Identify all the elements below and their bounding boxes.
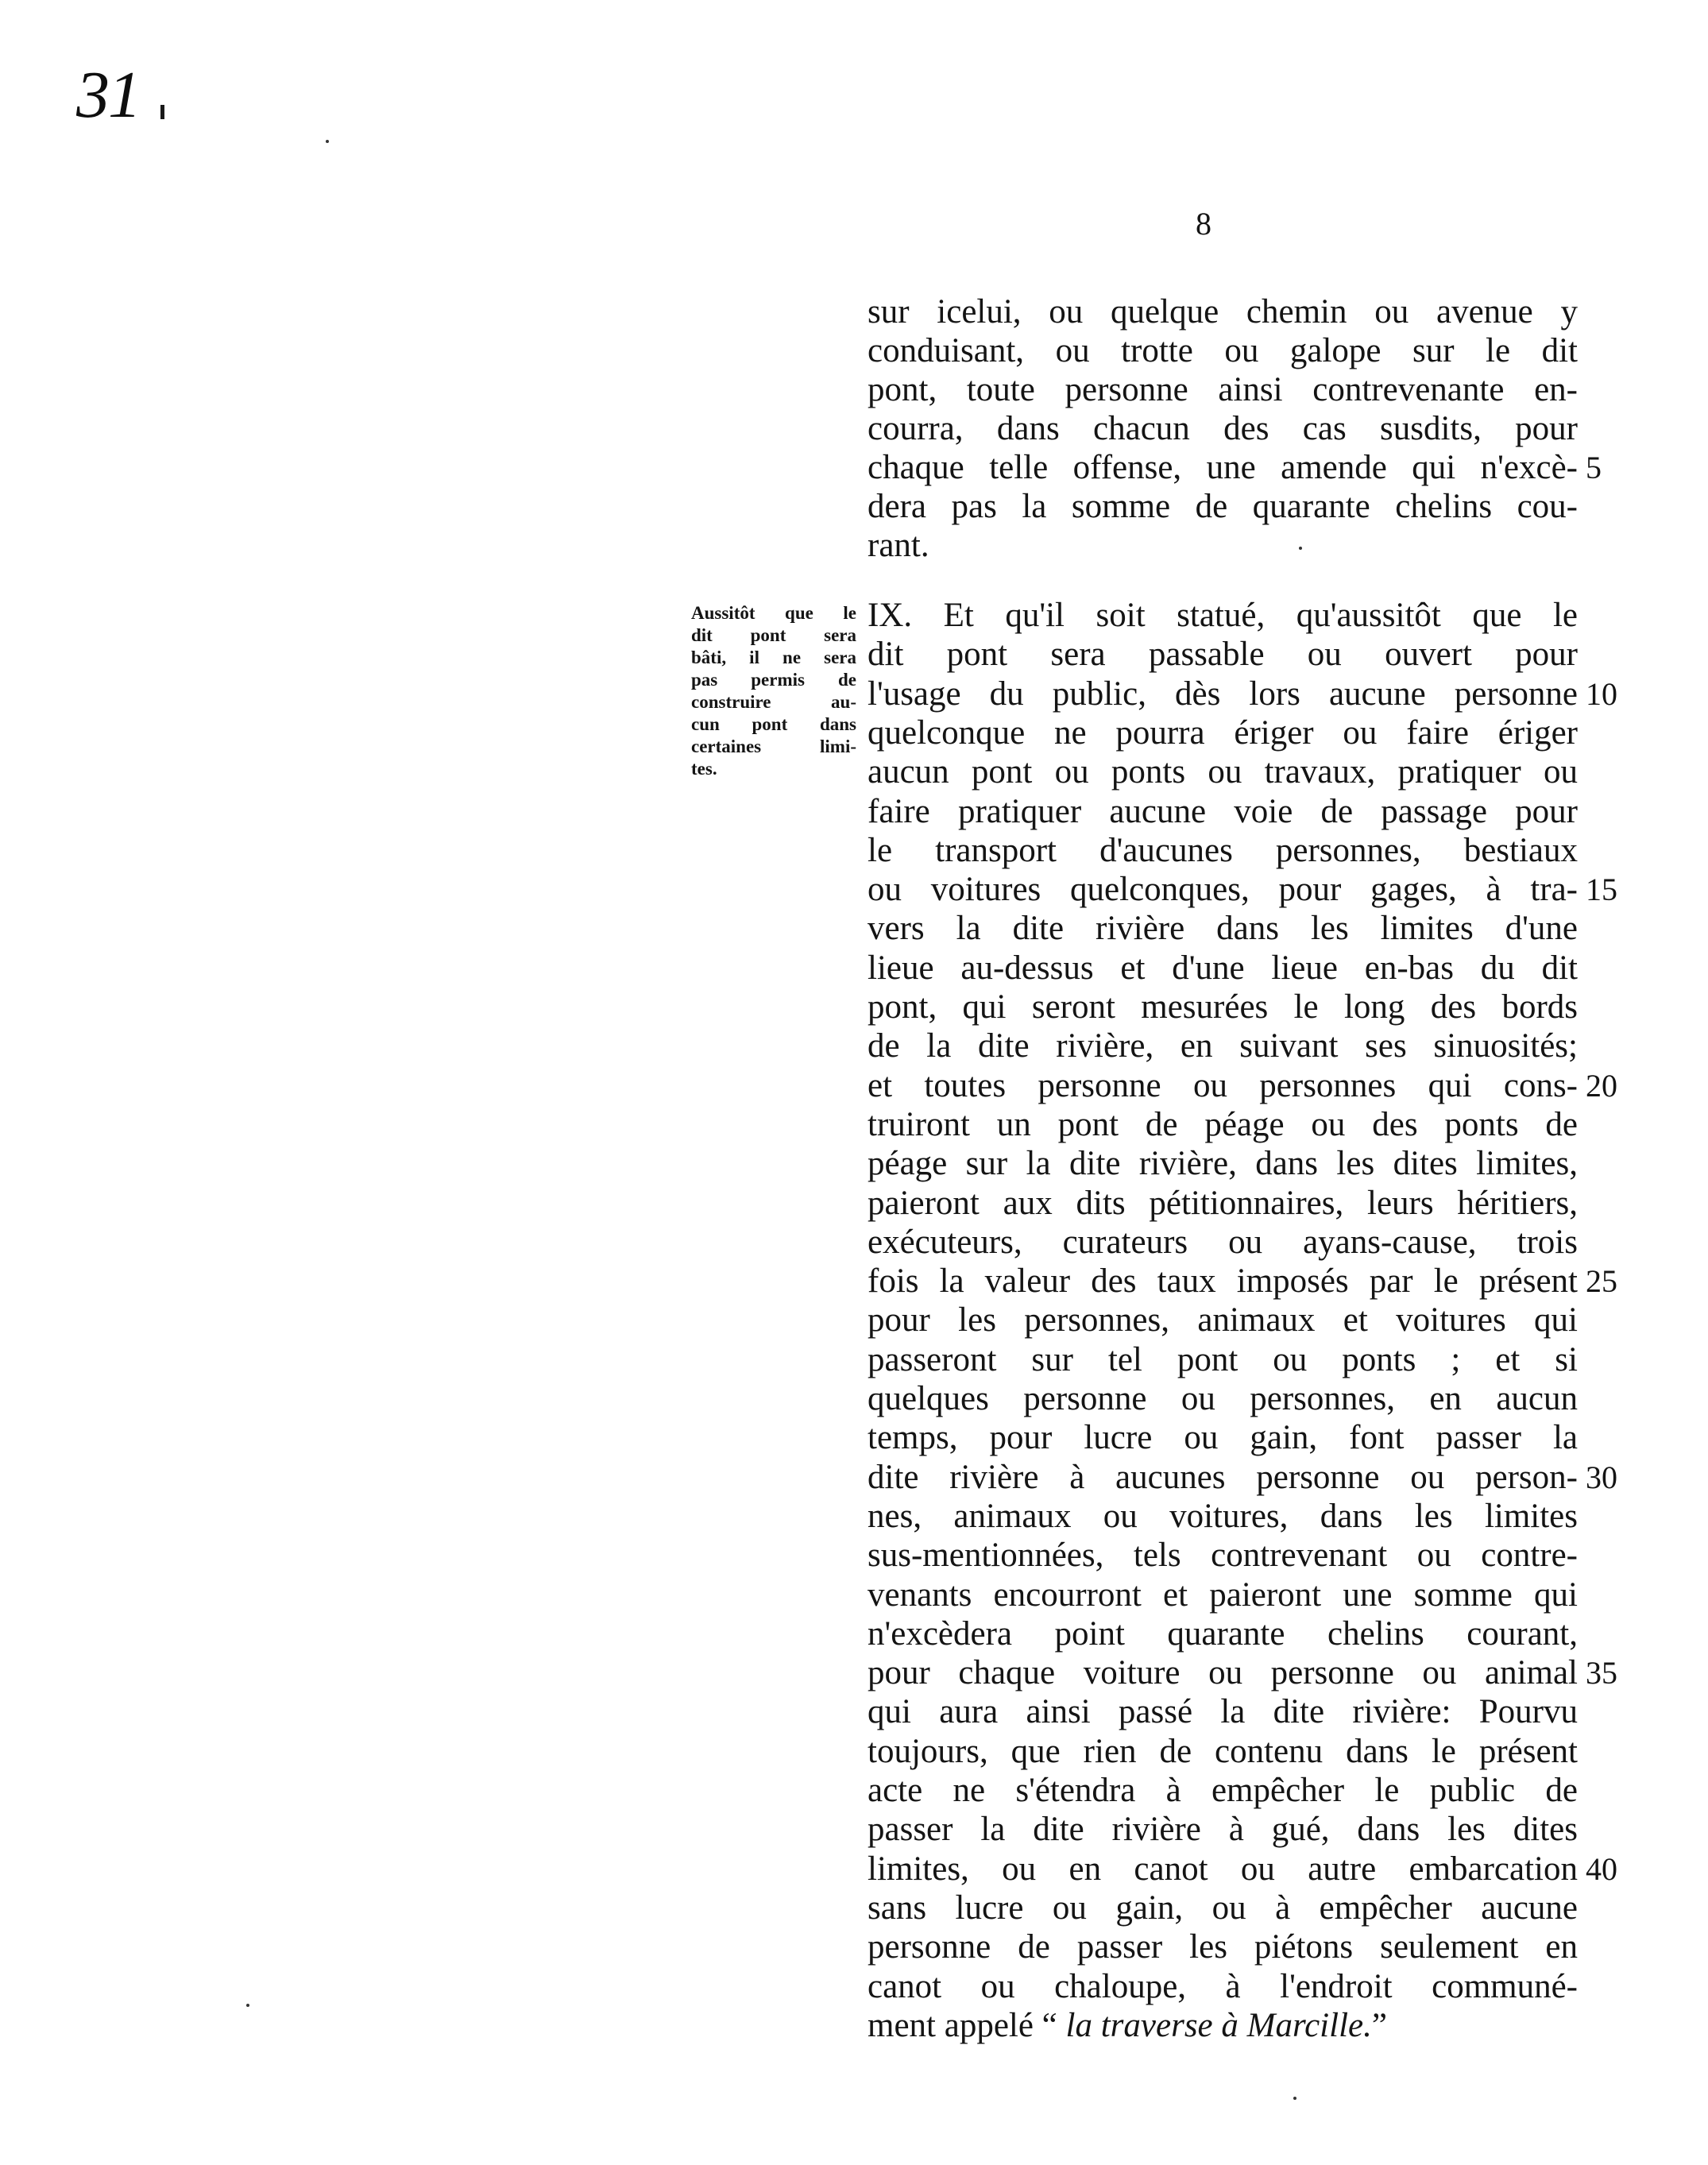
text-line: passeront sur tel pont ou ponts ; et si (868, 1340, 1578, 1378)
text-line: dite rivière à aucunes personne ou person- (868, 1458, 1578, 1496)
line-number: 5 (1586, 450, 1602, 485)
scan-speck (326, 140, 329, 143)
text-line: venants encourront et paieront une somme qui (868, 1575, 1578, 1614)
text-line: canot ou chaloupe, à l'endroit communé- (868, 1967, 1578, 2005)
folio-mark (160, 105, 164, 119)
scan-speck (1293, 2097, 1296, 2100)
closing-quote: ” (1371, 2006, 1387, 2044)
text-line: sur icelui, ou quelque chemin ou avenue y (868, 293, 1578, 331)
margin-note-line: certaines limi- (691, 736, 856, 756)
margin-note-line: cun pont dans (691, 714, 856, 734)
text-line: passer la dite rivière à gué, dans les dites (868, 1811, 1578, 1849)
text-line: temps, pour lucre ou gain, font passer la (868, 1419, 1578, 1457)
text-line: de la dite rivière, en suivant ses sinuosités; (868, 1027, 1578, 1065)
text-line: dit pont sera passable ou ouvert pour (868, 636, 1578, 674)
text-line: limites, ou en canot ou autre embarcation (868, 1850, 1578, 1888)
line-number: 30 (1586, 1459, 1617, 1495)
line-number: 35 (1586, 1655, 1617, 1691)
text-line: qui aura ainsi passé la dite rivière: Pourvu (868, 1693, 1578, 1731)
text-line: personne de passer les piétons seulement en (868, 1928, 1578, 1966)
text-line: l'usage du public, dès lors aucune personne (868, 675, 1578, 713)
text-line: péage sur la dite rivière, dans les dites limites, (868, 1145, 1578, 1183)
text-line: dera pas la somme de quarante chelins cou- (868, 488, 1578, 525)
text-line: quelques personne ou personnes, en aucun (868, 1380, 1578, 1417)
text-line: n'excèdera point quarante chelins courant, (868, 1614, 1578, 1653)
text-line: exécuteurs, curateurs ou ayans-cause, trois (868, 1223, 1578, 1261)
text-line: pour chaque voiture ou personne ou animal (868, 1654, 1578, 1692)
line-number: 40 (1586, 1850, 1617, 1887)
text-line: toujours, que rien de contenu dans le présent (868, 1732, 1578, 1770)
place-name: la traverse à Marcille. (1065, 2006, 1372, 2044)
text-line: nes, animaux ou voitures, dans les limites (868, 1497, 1578, 1535)
page-number: 8 (1196, 206, 1211, 242)
scan-speck (246, 2004, 249, 2007)
line-number: 10 (1586, 675, 1617, 712)
text-line: pour les personnes, animaux et voitures qui (868, 1301, 1578, 1340)
text-line: sans lucre ou gain, ou à empêcher aucune (868, 1889, 1578, 1927)
text-line: aucun pont ou ponts ou travaux, pratiquer ou (868, 753, 1578, 791)
text-line: truiront un pont de péage ou des ponts de (868, 1105, 1578, 1143)
text-line: conduisant, ou trotte ou galope sur le dit (868, 332, 1578, 369)
text-line: faire pratiquer aucune voie de passage pour (868, 792, 1578, 830)
line-number: 20 (1586, 1067, 1617, 1104)
margin-note-line: construire au- (691, 692, 856, 712)
text-line: rant. (868, 527, 929, 564)
text-line: ou voitures quelconques, pour gages, à tra- (868, 871, 1578, 909)
text-line: sus-mentionnées, tels contrevenant ou contre- (868, 1537, 1578, 1575)
text-line: courra, dans chacun des cas susdits, pour (868, 410, 1578, 447)
text-line: IX. Et qu'il soit statué, qu'aussitôt que le (868, 597, 1578, 634)
text-line: lieue au-dessus et d'une lieue en-bas du dit (868, 949, 1578, 987)
margin-note-line: dit pont sera (691, 625, 856, 645)
margin-note-line: bâti, il ne sera (691, 648, 856, 667)
text-line: pont, qui seront mesurées le long des bords (868, 988, 1578, 1026)
folio-number: 31 (76, 58, 140, 132)
line-number: 15 (1586, 872, 1617, 908)
margin-note-line: tes. (691, 759, 717, 779)
text-line-final (868, 2006, 1578, 2045)
text-line: acte ne s'étendra à empêcher le public de (868, 1772, 1578, 1809)
text-line: et toutes personne ou personnes qui cons- (868, 1066, 1578, 1104)
text-line: paieront aux dits pétitionnaires, leurs héritiers, (868, 1184, 1578, 1222)
margin-note-line: pas permis de (691, 670, 856, 690)
text-line: quelconque ne pourra ériger ou faire ériger (868, 713, 1578, 752)
text-line: fois la valeur des taux imposés par le présent (868, 1262, 1578, 1301)
text-line: vers la dite rivière dans les limites d'une (868, 910, 1578, 948)
text-line: chaque telle offense, une amende qui n'excè- (868, 449, 1578, 486)
margin-note-line: Aussitôt que le (691, 603, 856, 623)
text-line: le transport d'aucunes personnes, bestiaux (868, 831, 1578, 869)
text-line: pont, toute personne ainsi contrevenante en- (868, 371, 1578, 408)
final-line-lead: ment appelé “ (868, 2006, 1066, 2044)
line-number: 25 (1586, 1263, 1617, 1300)
